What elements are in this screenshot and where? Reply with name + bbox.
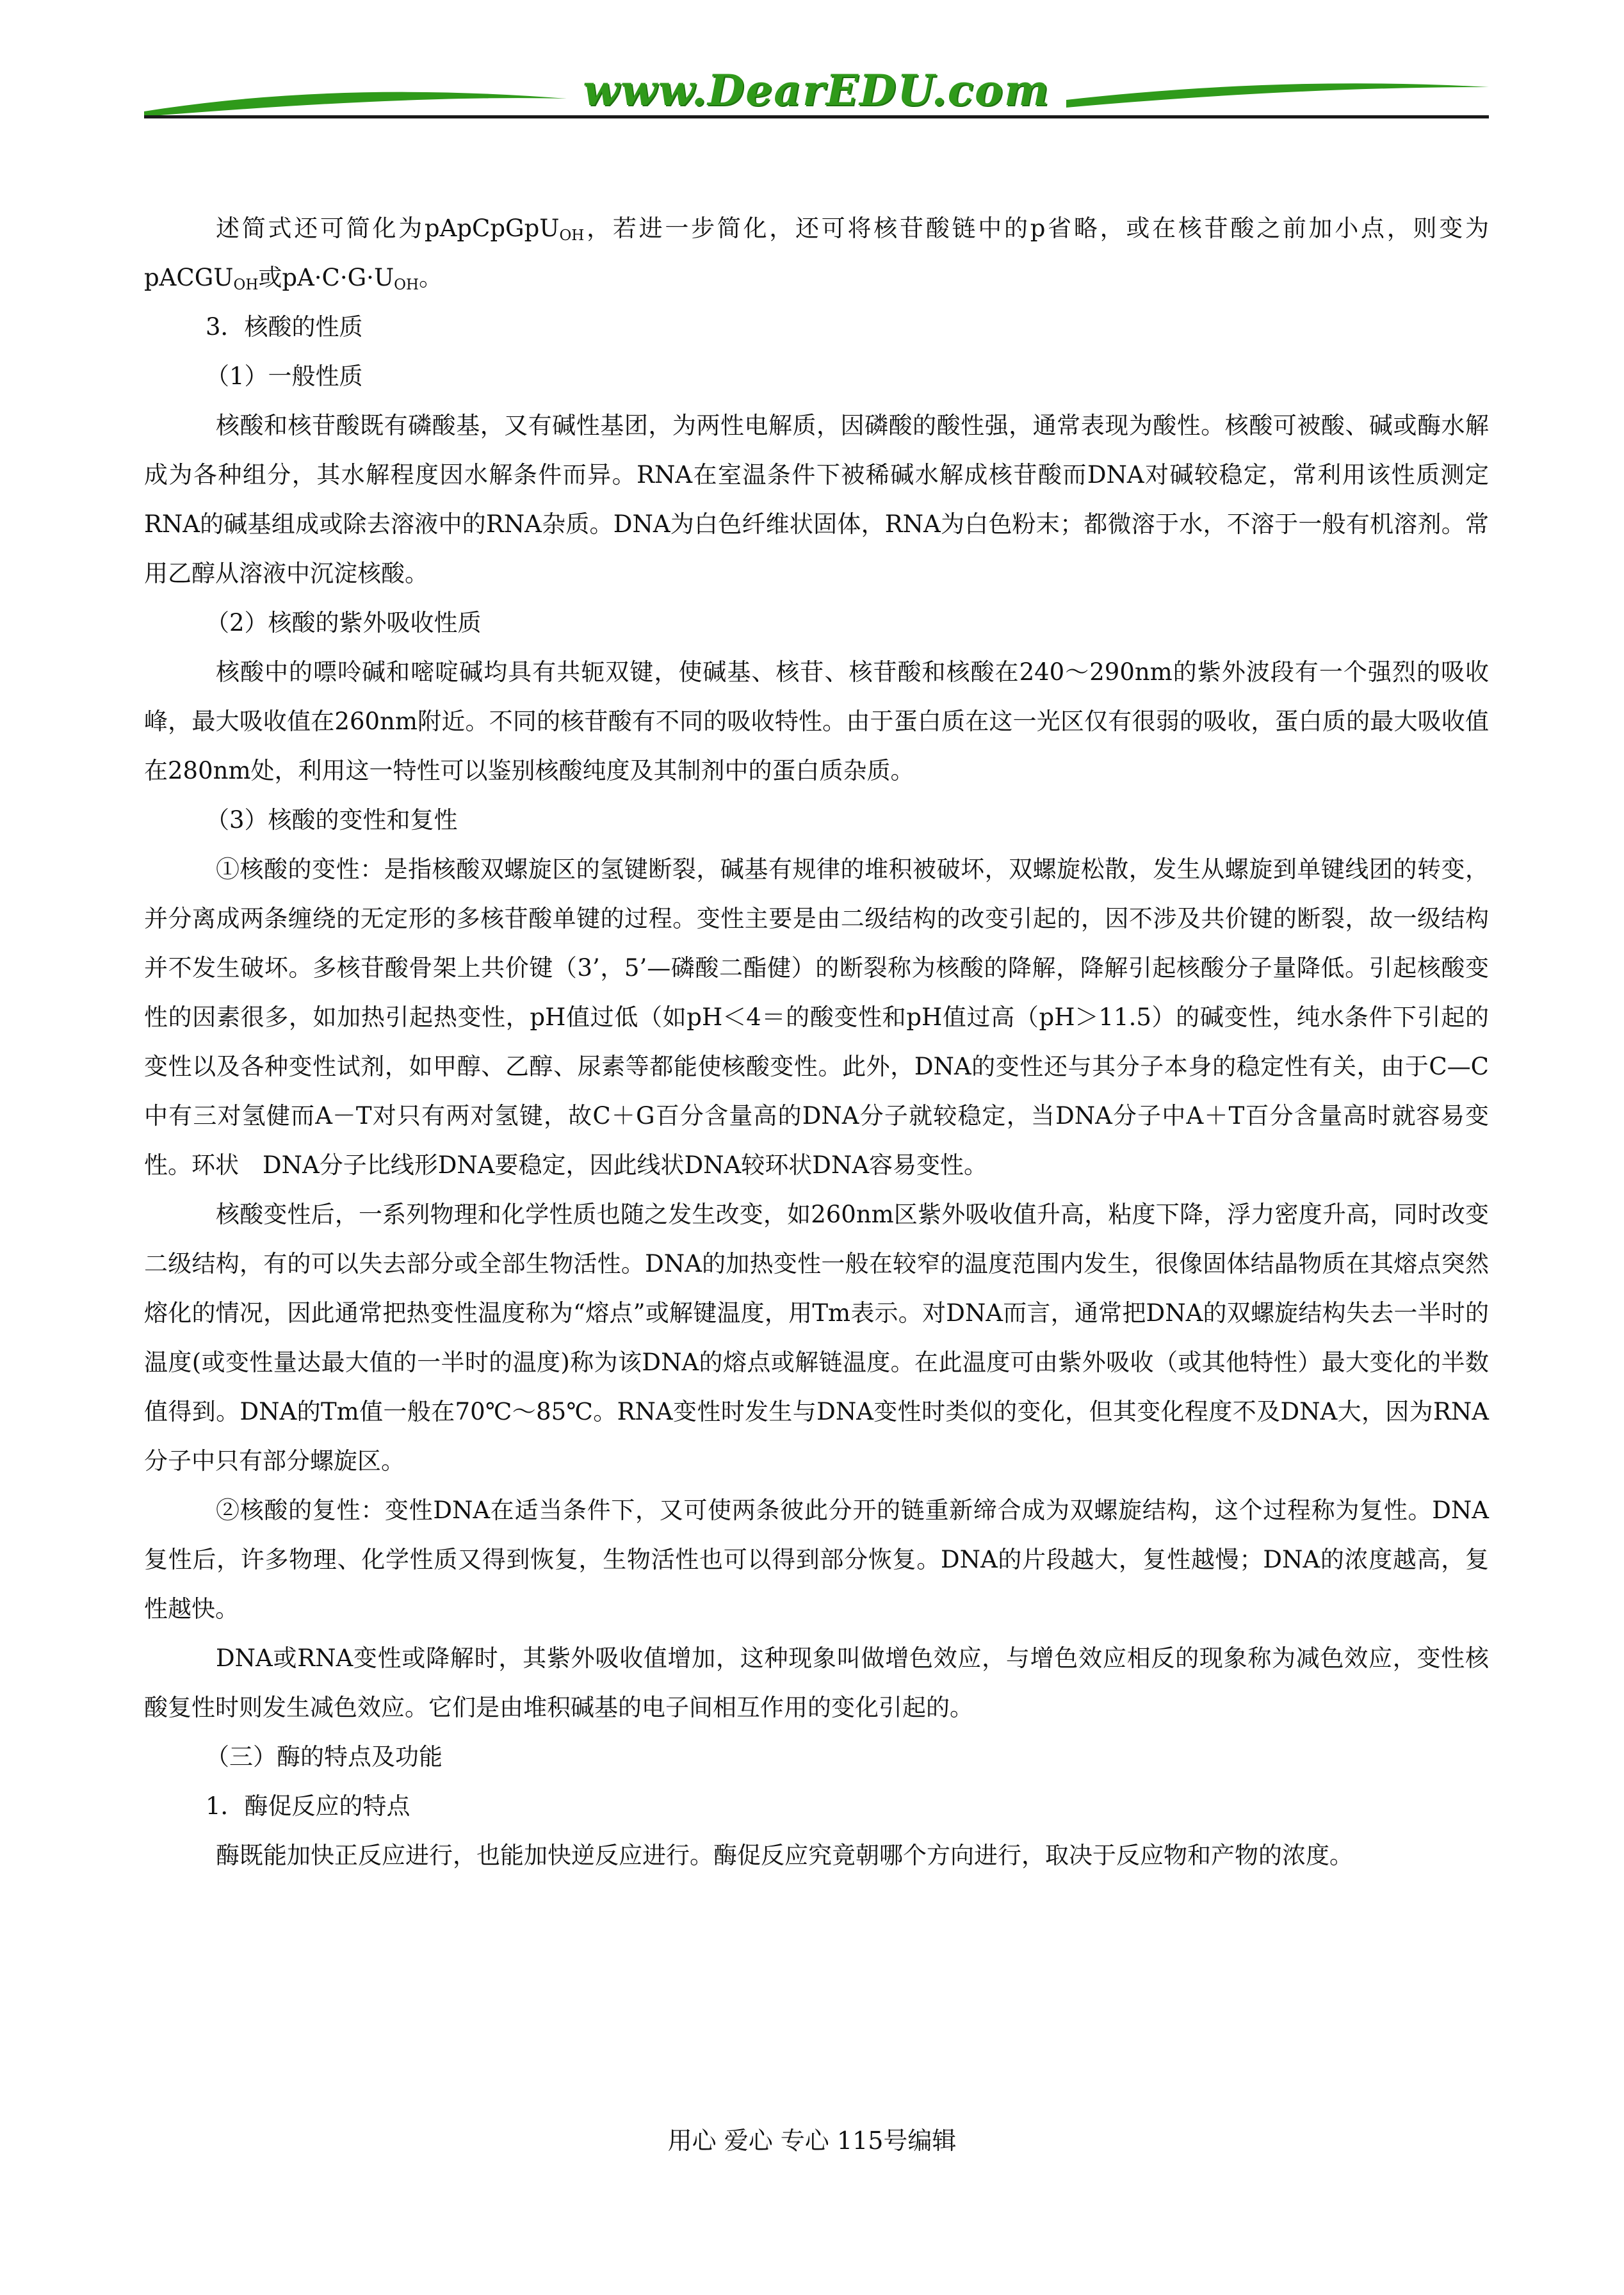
paragraph-uv-absorption: 核酸中的嘌呤碱和嘧啶碱均具有共轭双键，使碱基、核苷、核苷酸和核酸在240～290nm的紫外波段有一个强烈的吸收峰，最大吸收值在260nm附近。不同的核苷酸有不同的吸收特性。由于蛋白质在这一光区仅有很弱的吸收，蛋白质的最大吸收值在280nm处，利用这一特性可以鉴别核酸纯度及其制剂中的蛋白质杂质。 bbox=[144, 658, 1489, 784]
heading-general-properties: （1）一般性质 bbox=[206, 362, 363, 390]
paragraph-denaturation-effects: 核酸变性后，一系列物理和化学性质也随之发生改变，如260nm区紫外吸收值升高，粘度下降，浮力密度升高，同时改变二级结构，有的可以失去部分或全部生物活性。DNA的加热变性一般在较窄的温度范围内发生，很像固体结晶物质在其熔点突然熔化的情况，因此通常把热变性温度称为“熔点”或解键温度，用Tm表示。对DNA而言，通常把DNA的双螺旋结构失去一半时的温度(或变性量达最大值的一半时的温度)称为该DNA的熔点或解链温度。在此温度可由紫外吸收（或其他特性）最大变化的半数值得到。DNA的Tm值一般在70℃～85℃。RNA变性时发生与DNA变性时类似的变化，但其变化程度不及DNA大，因为RNA分子中只有部分螺旋区。 bbox=[144, 1201, 1489, 1475]
page-footer: 用心 爱心 专心 115号编辑 bbox=[667, 2127, 957, 2155]
paragraph-denaturation: ①核酸的变性：是指核酸双螺旋区的氢键断裂，碱基有规律的堆积被破坏，双螺旋松散，发生从螺旋到单键线团的转变，并分离成两条缠绕的无定形的多核苷酸单键的过程。变性主要是由二级结构的改变引起的，因不涉及共价键的断裂，故一级结构并不发生破坏。多核苷酸骨架上共价键（3’，5’—磷酸二酯健）的断裂称为核酸的降解，降解引起核酸分子量降低。引起核酸变性的因素很多，如加热引起热变性，pH值过低（如pH＜4＝的酸变性和pH值过高（pH＞11.5）的碱变性，纯水条件下引起的变性以及各种变性试剂，如甲醇、乙醇、尿素等都能使核酸变性。此外，DNA的变性还与其分子本身的稳定性有关，由于C—C中有三对氢健而A－T对只有两对氢键，故C＋G百分含量高的DNA分子就较稳定，当DNA分子中A＋T百分含量高时就容易变性。环状 DNA分子比线形DNA要稳定，因此线状DNA较环状DNA容易变性。 bbox=[144, 856, 1489, 1179]
article-body bbox=[144, 204, 1489, 1880]
paragraph-general-properties: 核酸和核苷酸既有磷酸基，又有碱性基团，为两性电解质，因磷酸的酸性强，通常表现为酸性。核酸可被酸、碱或酶水解成为各种组分，其水解程度因水解条件而异。RNA在室温条件下被稀碱水解成核苷酸而DNA对碱较稳定，常利用该性质测定RNA的碱基组成或除去溶液中的RNA杂质。DNA为白色纤维状固体，RNA为白色粉末；都微溶于水，不溶于一般有机溶剂。常用乙醇从溶液中沉淀核酸。 bbox=[144, 412, 1489, 587]
heading-enzyme-reaction-features: 1．酶促反应的特点 bbox=[206, 1792, 410, 1820]
paragraph-enzyme-reaction: 酶既能加快正反应进行，也能加快逆反应进行。酶促反应究竟朝哪个方向进行，取决于反应物和产物的浓度。 bbox=[216, 1842, 1353, 1869]
heading-nucleic-acid-properties: 3．核酸的性质 bbox=[206, 313, 363, 341]
heading-enzyme-features: （三）酶的特点及功能 bbox=[206, 1743, 443, 1771]
heading-denaturation-renaturation: （3）核酸的变性和复性 bbox=[206, 806, 458, 834]
paragraph-renaturation: ②核酸的复性：变性DNA在适当条件下，又可使两条彼此分开的链重新缔合成为双螺旋结构，这个过程称为复性。DNA复性后，许多物理、化学性质又得到恢复，生物活性也可以得到部分恢复。DNA的片段越大，复性越慢；DNA的浓度越高，复性越快。 bbox=[144, 1496, 1489, 1623]
heading-uv-absorption: （2）核酸的紫外吸收性质 bbox=[206, 609, 482, 637]
header-banner bbox=[144, 61, 1489, 132]
paragraph-hyperchromic-effect: DNA或RNA变性或降解时，其紫外吸收值增加，这种现象叫做增色效应，与增色效应相反的现象称为减色效应，变性核酸复性时则发生减色效应。它们是由堆积碱基的电子间相互作用的变化引起的。 bbox=[144, 1644, 1489, 1721]
site-logo-text: www.DearEDU.com bbox=[583, 65, 1050, 115]
paragraph-simplification: 述简式还可简化为pApCpGpU$_{OH}$，若进一步简化，还可将核苷酸链中的p省略，或在核苷酸之前加小点，则变为pACGU$_{OH}$或$pA\cdot C\cdot G\cdot U_{OH}$。 bbox=[144, 215, 1490, 293]
